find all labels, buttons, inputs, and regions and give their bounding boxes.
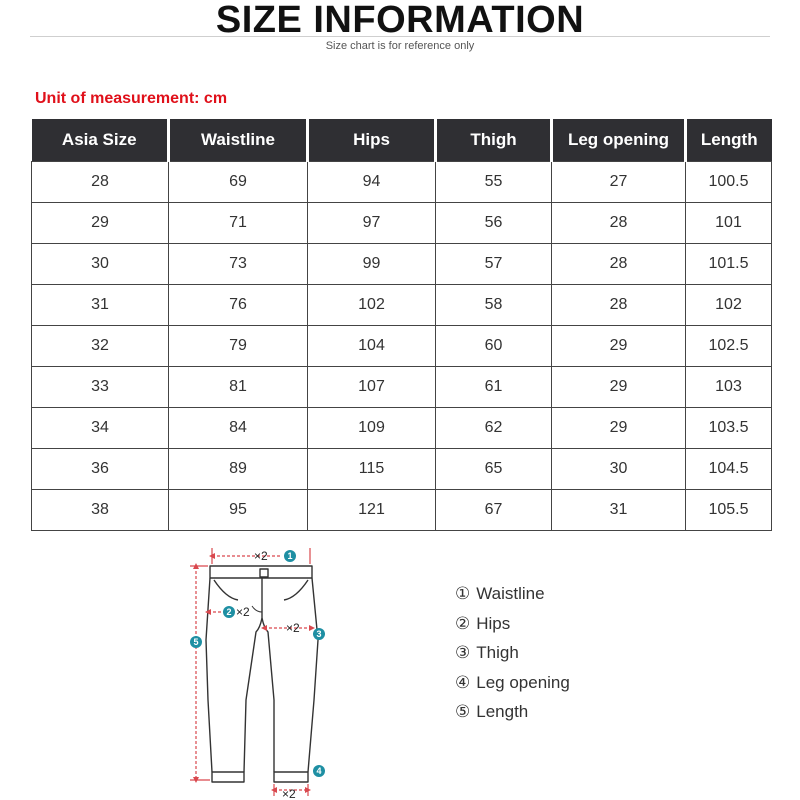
table-cell: 67 bbox=[436, 490, 552, 531]
table-cell: 28 bbox=[552, 285, 686, 326]
table-cell: 28 bbox=[552, 244, 686, 285]
table-cell: 73 bbox=[169, 244, 308, 285]
table-cell: 34 bbox=[32, 408, 169, 449]
marker-2-icon bbox=[223, 606, 235, 618]
table-cell: 100.5 bbox=[686, 162, 772, 203]
table-cell: 101 bbox=[686, 203, 772, 244]
table-cell: 60 bbox=[436, 326, 552, 367]
table-cell: 31 bbox=[552, 490, 686, 531]
legend-number: ④ bbox=[455, 672, 471, 692]
table-cell: 121 bbox=[308, 490, 436, 531]
table-cell: 99 bbox=[308, 244, 436, 285]
measurement-lines bbox=[190, 548, 312, 796]
table-cell: 104.5 bbox=[686, 449, 772, 490]
table-cell: 62 bbox=[436, 408, 552, 449]
column-header-hips: Hips bbox=[308, 119, 436, 162]
column-header-length: Length bbox=[686, 119, 772, 162]
legend-number: ③ bbox=[455, 643, 471, 662]
table-cell: 107 bbox=[308, 367, 436, 408]
table-cell: 84 bbox=[169, 408, 308, 449]
table-cell: 58 bbox=[436, 285, 552, 326]
column-header-thigh: Thigh bbox=[436, 119, 552, 162]
table-cell: 61 bbox=[436, 367, 552, 408]
svg-text:5: 5 bbox=[193, 637, 199, 647]
leg-opening-multiplier: ×2 bbox=[282, 787, 296, 800]
table-cell: 28 bbox=[552, 203, 686, 244]
table-cell: 27 bbox=[552, 162, 686, 203]
legend-label: Hips bbox=[476, 613, 511, 633]
table-cell: 28 bbox=[32, 162, 169, 203]
marker-1-icon bbox=[284, 550, 296, 562]
marker-3-icon bbox=[313, 628, 325, 640]
table-cell: 69 bbox=[169, 162, 308, 203]
table-cell: 79 bbox=[169, 326, 308, 367]
table-cell: 32 bbox=[32, 326, 169, 367]
svg-text:3: 3 bbox=[316, 629, 322, 639]
table-cell: 33 bbox=[32, 367, 169, 408]
table-cell: 102 bbox=[686, 285, 772, 326]
table-cell: 105.5 bbox=[686, 490, 772, 531]
table-cell: 57 bbox=[436, 244, 552, 285]
table-cell: 94 bbox=[308, 162, 436, 203]
table-cell: 56 bbox=[436, 203, 552, 244]
table-cell: 31 bbox=[32, 285, 169, 326]
table-cell: 30 bbox=[552, 449, 686, 490]
legend-item-leg-opening bbox=[455, 671, 570, 701]
table-cell: 102.5 bbox=[686, 326, 772, 367]
svg-text:2: 2 bbox=[226, 607, 232, 617]
table-cell: 76 bbox=[169, 285, 308, 326]
pants-outline bbox=[206, 566, 318, 782]
legend-label: Leg opening bbox=[476, 672, 570, 692]
svg-text:4: 4 bbox=[316, 766, 322, 776]
svg-text:1: 1 bbox=[287, 551, 293, 561]
table-cell: 81 bbox=[169, 367, 308, 408]
unit-label: Unit of measurement: cm bbox=[35, 90, 228, 107]
page-title: SIZE INFORMATION bbox=[215, 0, 585, 41]
marker-4-icon bbox=[313, 765, 325, 777]
table-cell: 29 bbox=[552, 326, 686, 367]
table-cell: 55 bbox=[436, 162, 552, 203]
table-cell: 71 bbox=[169, 203, 308, 244]
legend-label: Waistline bbox=[476, 584, 545, 603]
subtitle: Size chart is for reference only bbox=[325, 40, 475, 52]
table-cell: 103.5 bbox=[686, 408, 772, 449]
legend-number: ② bbox=[455, 613, 471, 633]
table-cell: 95 bbox=[169, 490, 308, 531]
measurement-legend bbox=[455, 582, 570, 730]
table-cell: 97 bbox=[308, 203, 436, 244]
waist-multiplier: ×2 bbox=[254, 549, 268, 563]
legend-item-waistline bbox=[455, 582, 570, 612]
legend-label: Thigh bbox=[476, 643, 519, 662]
legend-number: ⑤ bbox=[455, 702, 471, 721]
thigh-multiplier: ×2 bbox=[286, 621, 300, 635]
column-header-leg-opening: Leg opening bbox=[552, 119, 686, 162]
table-cell: 89 bbox=[169, 449, 308, 490]
table-cell: 65 bbox=[436, 449, 552, 490]
table-cell: 30 bbox=[32, 244, 169, 285]
table-cell: 101.5 bbox=[686, 244, 772, 285]
hips-multiplier: ×2 bbox=[236, 605, 250, 619]
table-cell: 36 bbox=[32, 449, 169, 490]
table-cell: 103 bbox=[686, 367, 772, 408]
column-header-waistline: Waistline bbox=[169, 119, 308, 162]
column-header-asia-size: Asia Size bbox=[32, 119, 169, 162]
marker-5-icon bbox=[190, 636, 202, 648]
table-cell: 104 bbox=[308, 326, 436, 367]
table-cell: 29 bbox=[552, 367, 686, 408]
table-cell: 109 bbox=[308, 408, 436, 449]
table-cell: 29 bbox=[32, 203, 169, 244]
table-cell: 115 bbox=[308, 449, 436, 490]
legend-item-hips bbox=[455, 612, 570, 642]
legend-label: Length bbox=[476, 702, 529, 721]
multiplier-labels bbox=[236, 549, 300, 800]
table-cell: 102 bbox=[308, 285, 436, 326]
legend-number: ① bbox=[455, 584, 471, 603]
legend-item-length bbox=[455, 700, 570, 730]
legend-item-thigh bbox=[455, 641, 570, 671]
table-cell: 29 bbox=[552, 408, 686, 449]
table-cell: 38 bbox=[32, 490, 169, 531]
